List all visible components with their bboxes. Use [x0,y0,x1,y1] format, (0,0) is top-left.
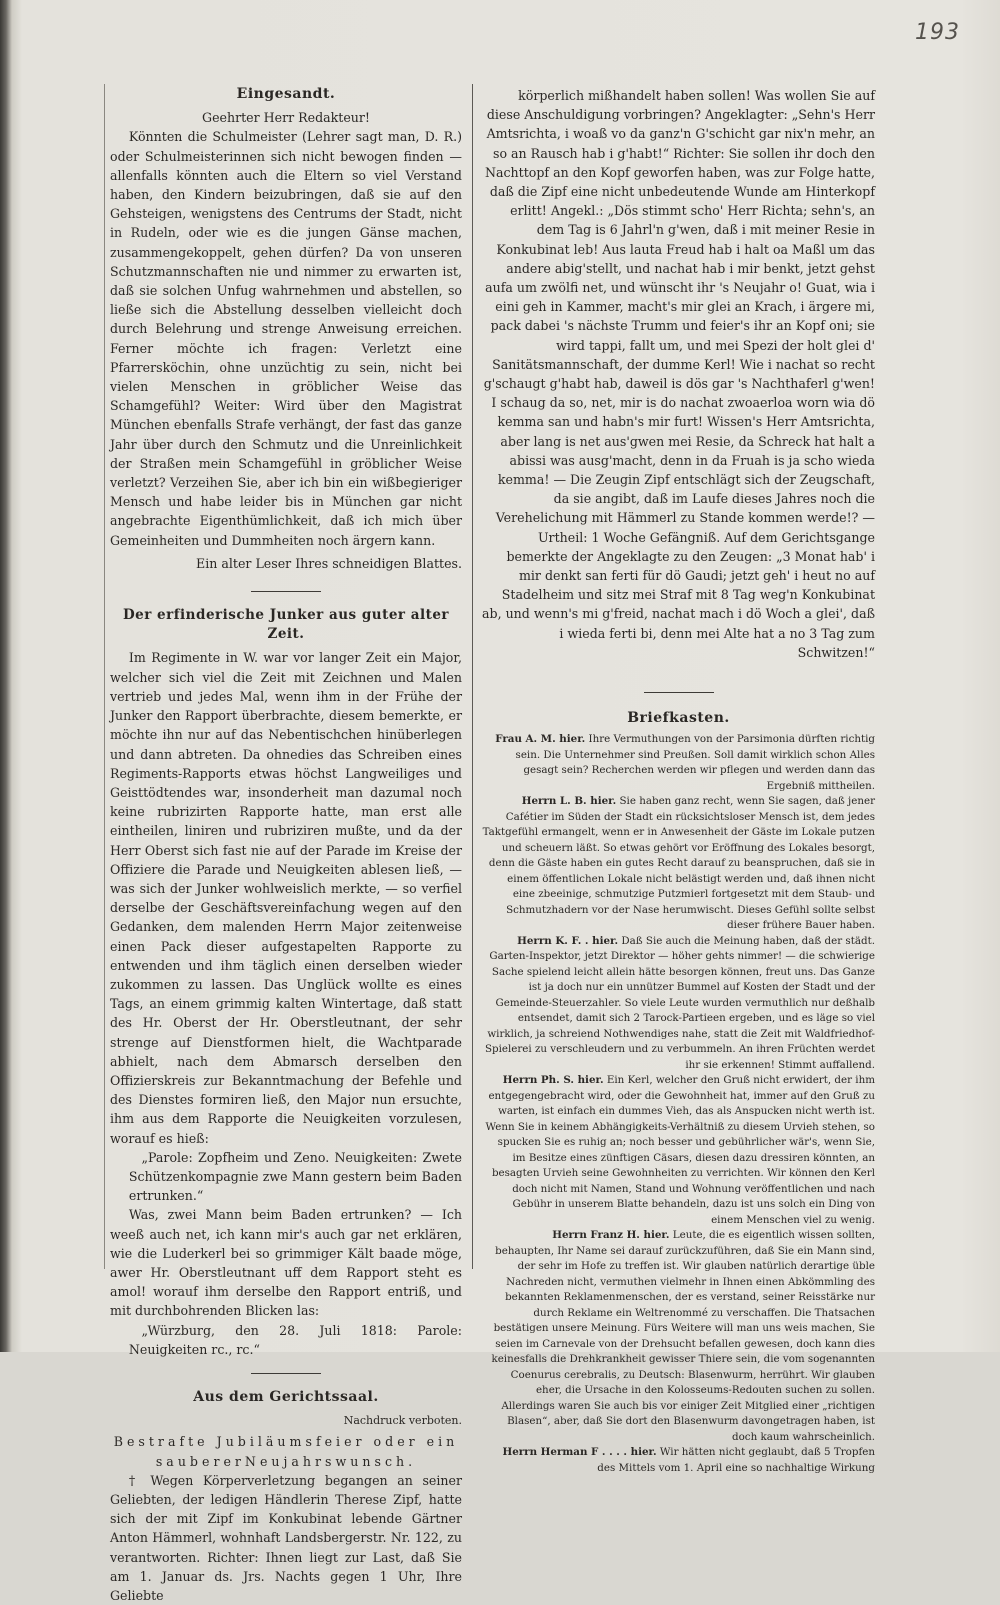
entry-text: Wir hätten nicht geglaubt, daß 5 Tropfen des Mittels vom 1. April eine so nachhaltige Wirkung [597,1446,875,1474]
column-divider [472,84,473,1269]
entry-text: Daß Sie auch die Meinung haben, daß der städt. Garten-Inspektor, jetzt Direktor — höher gehts nimmer! — die schwierige Sache spielend leicht allein hätte besorgen können, freut uns. Das Ganze ist ja doch nur ein unnützer Bummel auf Kosten der Stadt und der Gemeinde-Steuerzahler. So viele Leute wurden vermuthlich nur deßhalb entsendet, damit sich 2 Tarock-Partieen ergeben, und es läge so viel wirklich, ja schreiend Nothwendiges nahe, statt die Zeit mit Waldfriedhof-Spielerei zu verschleudern und zu verbummeln. An ihren Früchten werdet ihr sie erkennen! Stimmt auffallend. [484,934,875,1071]
junker-body-1: Im Regimente in W. war vor langer Zeit ein Major, welcher sich viel die Zeit mit Zeichnen und Malen vertrieb und jedes Mal, wenn ihm in der Frühe der Junker den Rapport überbrachte, diesem bemerkte, er möchte ihn nur auf das Nebentischchen hinüberlegen und dann abtreten. Da ohnedies das Schreiben eines Regiments-Rapports etwas höchst Langweiliges und Geisttödtendes war, insonderheit man dazumal noch keine rubrizirten Rapporte hatte, man erst alle eintheilen, liniren und rubriziren mußte, und da der Herr Oberst sich fast nie auf der Parade im Kreise der Offiziere die Parade und Neuigkeiten ablesen ließ, — was sich der Junker wohlweislich merkte, — so verfiel derselbe der Geschäftsvereinfachung wegen auf den Gedanken, dem malenden Herrn Major zeitenweise einen Pack dieser aufgestapelten Rapporte zu entwenden und ihm täglich einen derselben wieder zukommen zu lassen. Das Unglück wollte es eines Tags, an einem grimmig kalten Wintertage, daß statt des Hr. Oberst der Hr. Oberstleutnant, der sehr strenge auf Dienstformen hielt, die Wachtparade abhielt, nach dem Abmarsch derselben den Offizierskreis zur Bekanntmachung der Befehle und des Dienstes formiren ließ, den Major nun ersuchte, ihm aus dem Rapporte die Neuigkeiten vorzulesen, worauf es hieß: [110,650,462,1146]
briefkasten-entry [482,1228,875,1445]
briefkasten-entry [482,1073,875,1228]
entry-addressee: Herrn Ph. S. hier. [502,1074,604,1087]
briefkasten-title: Briefkasten. [627,710,730,727]
junker-body-2: Was, zwei Mann beim Baden ertrunken? — Ich weeß auch net, ich kann mir's auch gar net erklären, wie die Luderkerl bei so grimmiger Kält baade möge, awer Hr. Oberstleutnant uff dem Rapport steht es amol! worauf ihm derselbe den Rapport entriß, und mit durchbohrenden Blicken las: [110,1207,462,1319]
junker-quote-1: „Parole: Zopfheim und Zeno. Neuigkeiten: Zwete Schützenkompagnie zwe Mann gestern beim Baden ertrunken.“ [128,1149,462,1204]
entry-addressee: Herrn L. B. hier. [521,795,617,808]
gerichtssaal-subtitle: Bestrafte Jubiläumsfeier oder ein saubererNeujahrswunsch. [113,1434,459,1469]
briefkasten-entry [482,732,875,794]
gerichtssaal-body: † Wegen Körperverletzung begangen an seiner Geliebten, der ledigen Händlerin Therese Zipf, hatte sich der mit Zipf im Konkubinat lebende Gärtner Anton Hämmerl, wohnhaft Landsbergerstr. Nr. 122, zu verantworten. Richter: Ihnen liegt zur Last, daß Sie am 1. Januar ds. Jrs. Nachts gegen 1 Uhr, Ihre Geliebte [110,1472,462,1604]
eingesandt-section [110,85,462,573]
entry-addressee: Herrn Herman F . . . . hier. [502,1446,657,1459]
briefkasten-entry [482,934,875,1074]
eingesandt-title: Eingesandt. [236,86,336,102]
entry-text: Ihre Vermuthungen von der Parsimonia dürften richtig sein. Die Unternehmer sind Preußen. Soll damit wirklich schon Alles gesagt sein? Recherchen werden wir pflegen und werden dann das Ergebniß mittheilen. [515,733,875,792]
briefkasten-entry [482,1445,875,1476]
entry-addressee: Herrn Franz H. hier. [552,1229,670,1242]
left-column-border [104,84,105,1269]
junker-title: Der erfinderische Junker aus guter alter Zeit. [122,607,450,643]
junker-quote-2: „Würzburg, den 28. Juli 1818: Parole: Neuigkeiten rc., rc.“ [128,1322,462,1357]
junker-section [110,606,462,1359]
gerichtssaal-continuation: körperlich mißhandelt haben sollen! Was wollen Sie auf diese Anschuldigung vorbringen? Angeklagter: „Sehn's Herr Amtsrichta, i woaß vo da ganz'n G'schicht gar nix'n mehr, an so an Rausch hab i g'habt!“ Richter: Sie sollen ihr doch den Nachttopf an den Kopf geworfen haben, was zur Folge hatte, daß die Zipf eine nicht unbedeutende Wunde am Hinterkopf erlitt! Angekl.: „Dös stimmt scho' Herr Richta; sehn's, an dem Tag is 6 Jahrl'n g'wen, daß i mit meiner Resie in Konkubinat leb! Aus lauta Freud hab i halt oa Maßl um das andere abig'stellt, und nachat hab i mir benkt, jetzt gehst aufa um zwölfi net, und wünscht ihr 's Neujahr o! Guat, wia i eini geh in Kammer, macht's mir glei an Krach, i ärgere mi, pack dabei 's nächste Trumm und feier's ihr an Kopf oni; sie wird tappi, fallt um, und mei Spezi der holt glei d' Sanitätsmannschaft, der dumme Kerl! Wie i nachat so recht g'schaugt g'habt hab, daweil is dös gar 's Nachthaferl g'wen! I schaug da so, net, mir is do nachat zwoaerloa worn wia dö kemma san und habn's mir furt! Wissen's Herr Amtsrichta, aber lang is net aus'gwen mei Resie, da Schreck hat halt a abissi was ausg'macht, denn in da Fruah is ja scho wieda kemma! — Die Zeugin Zipf entschlägt sich der Zeugschaft, da sie angibt, daß im Laufe dieses Jahres noch die Verehelichung mit Hämmerl zu Stande kommen werde!? — Urtheil: 1 Woche Gefängniß. Auf dem Gerichtsgange bemerkte der Angeklagte zu den Zeugen: „3 Monat hab' i mir denkt san ferti für dö Gaudi; jetzt geh' i heut no auf Stadelheim und sitz mei Straf mit 8 Tag weg'n Konkubinat ab, und wenn's mi g'freid, nachat mach i dö Woch a glei', daß i wieda ferti bi, denn mei Alte hat a no 3 Tag zum Schwitzen!“ [482,88,875,660]
entry-addressee: Frau A. M. hier. [495,733,586,746]
separator-rule [644,692,714,693]
gerichtssaal-title: Aus dem Gerichtssaal. [193,1389,379,1405]
right-column [482,86,875,1476]
briefkasten-section [482,709,875,1476]
page-number: 193 [915,20,960,45]
gerichtssaal-section [110,1388,462,1605]
entry-text: Sie haben ganz recht, wenn Sie sagen, daß jener Cafétier im Süden der Stadt ein rücksichtsloser Mensch ist, dem jedes Taktgefühl ermangelt, wenn er in Anwesenheit der Gäste im Lokale putzen und scheuern läßt. So etwas gehört vor Eröffnung des Lokales besorgt, denn die Gäste haben ein gutes Recht darauf zu beanspruchen, daß sie in einem öffentlichen Lokale nicht belästigt werden und, daß ihnen nicht eine zbeeinige, schmutzige Putzmierl fortgesetzt mit dem Staub- und Schmutzhadern vor der Nase herumwischt. Dieses Gefühl sollte selbst dieser frühere Bauer haben. [482,795,875,932]
eingesandt-body: Könnten die Schulmeister (Lehrer sagt man, D. R.) oder Schulmeisterinnen sich nicht bewogen finden — allenfalls könnten auch die Eltern so viel Verstand haben, den Kindern beizubringen, daß sie auf den Gehsteigen, wenigstens des Centrums der Stadt, nicht in Rudeln, oder wie es die jungen Gänse machen, zusammengekoppelt, gehen dürfen? Da von unseren Schutzmannschaften nie und nimmer zu erwarten ist, daß sie solchen Unfug wahrnehmen und abstellen, so ließe sich die Abstellung desselben vielleicht doch durch Belehrung und strenge Anweisung erreichen. Ferner möchte ich fragen: Verletzt eine Pfarrersköchin, ohne unzüchtig zu sein, nicht bei vielen Menschen in gröblicher Weise das Schamgefühl? Weiter: Wird über den Magistrat München ebenfalls Strafe verhängt, der fast das ganze Jahr über durch den Schmutz und die Unreinlichkeit der Straßen mein Schamgefühl in gröblicher Weise verletzt? Verzeihen Sie, aber ich bin ein wißbegieriger Mensch und habe leider bis in München gar nicht angebrachte Eigenthümlichkeit, daß ich mich über Gemeinheiten und Dummheiten noch ärgern kann. [110,129,462,548]
briefkasten-entry [482,794,875,934]
left-column [110,85,462,1605]
eingesandt-signature: Ein alter Leser Ihres schneidigen Blattes. [196,555,462,571]
entry-text: Leute, die es eigentlich wissen sollten, behaupten, Ihr Name sei darauf zurückzuführen, daß Sie ein Mann sind, der sehr im Hofe zu treffen ist. Wir glauben natürlich derartige üble Nachreden nicht, vermuthen vielmehr in Ihnen einen Abkömmling des bekannten Reklamenmenschen, der es verstand, seiner Reisstärke nur durch Reklame ein Weltrenommé zu verschaffen. Die Thatsachen bestätigen unsere Meinung. Fürs Weitere will man uns weis machen, Sie seien im Carnevale von der Drehsucht befallen gewesen, doch kann dies keinesfalls die Drehkrankheit gewisser Thiere sein, die vom sogenannten Coenurus cerebralis, zu Deutsch: Blasenwurm, herrührt. Wir glauben eher, die Ursache in den Kolosseums-Redouten suchen zu sollen. Allerdings waren Sie auch bis vor einiger Zeit Mitglied einer „richtigen Blasen“, aber, daß Sie dort den Blasenwurm davongetragen haben, ist doch kaum wahrscheinlich. [491,1229,875,1443]
briefkasten-entries [482,732,875,1476]
gerichtssaal-byline: Nachdruck verboten. [343,1414,462,1428]
entry-addressee: Herrn K. F. . hier. [517,934,619,947]
separator-rule [251,591,321,592]
entry-text: Ein Kerl, welcher den Gruß nicht erwidert, der ihm entgegengebracht wird, oder die Gewohnheit hat, immer auf den Gruß zu warten, ist einfach ein dummes Vieh, das als Anspucken nicht werth ist. Wenn Sie in keinem Abhängigkeits-Verhältniß zu diesem Urvieh stehen, so spucken Sie es ruhig an; noch besser und gebührlicher wär's, wenn Sie, im Besitze eines zünftigen Cäsars, diesen dazu dressiren könnten, an besagten Urvieh seine Gewohnheiten zu verrichten. Wir können den Kerl doch nicht mit Namen, Stand und Wohnung veröffentlichen und nach Gebühr in unserem Blatte behandeln, dazu ist uns solch ein Ding von einem Menschen viel zu wenig. [485,1074,875,1226]
separator-rule [251,1373,321,1374]
eingesandt-salutation: Geehrter Herr Redakteur! [202,110,370,126]
